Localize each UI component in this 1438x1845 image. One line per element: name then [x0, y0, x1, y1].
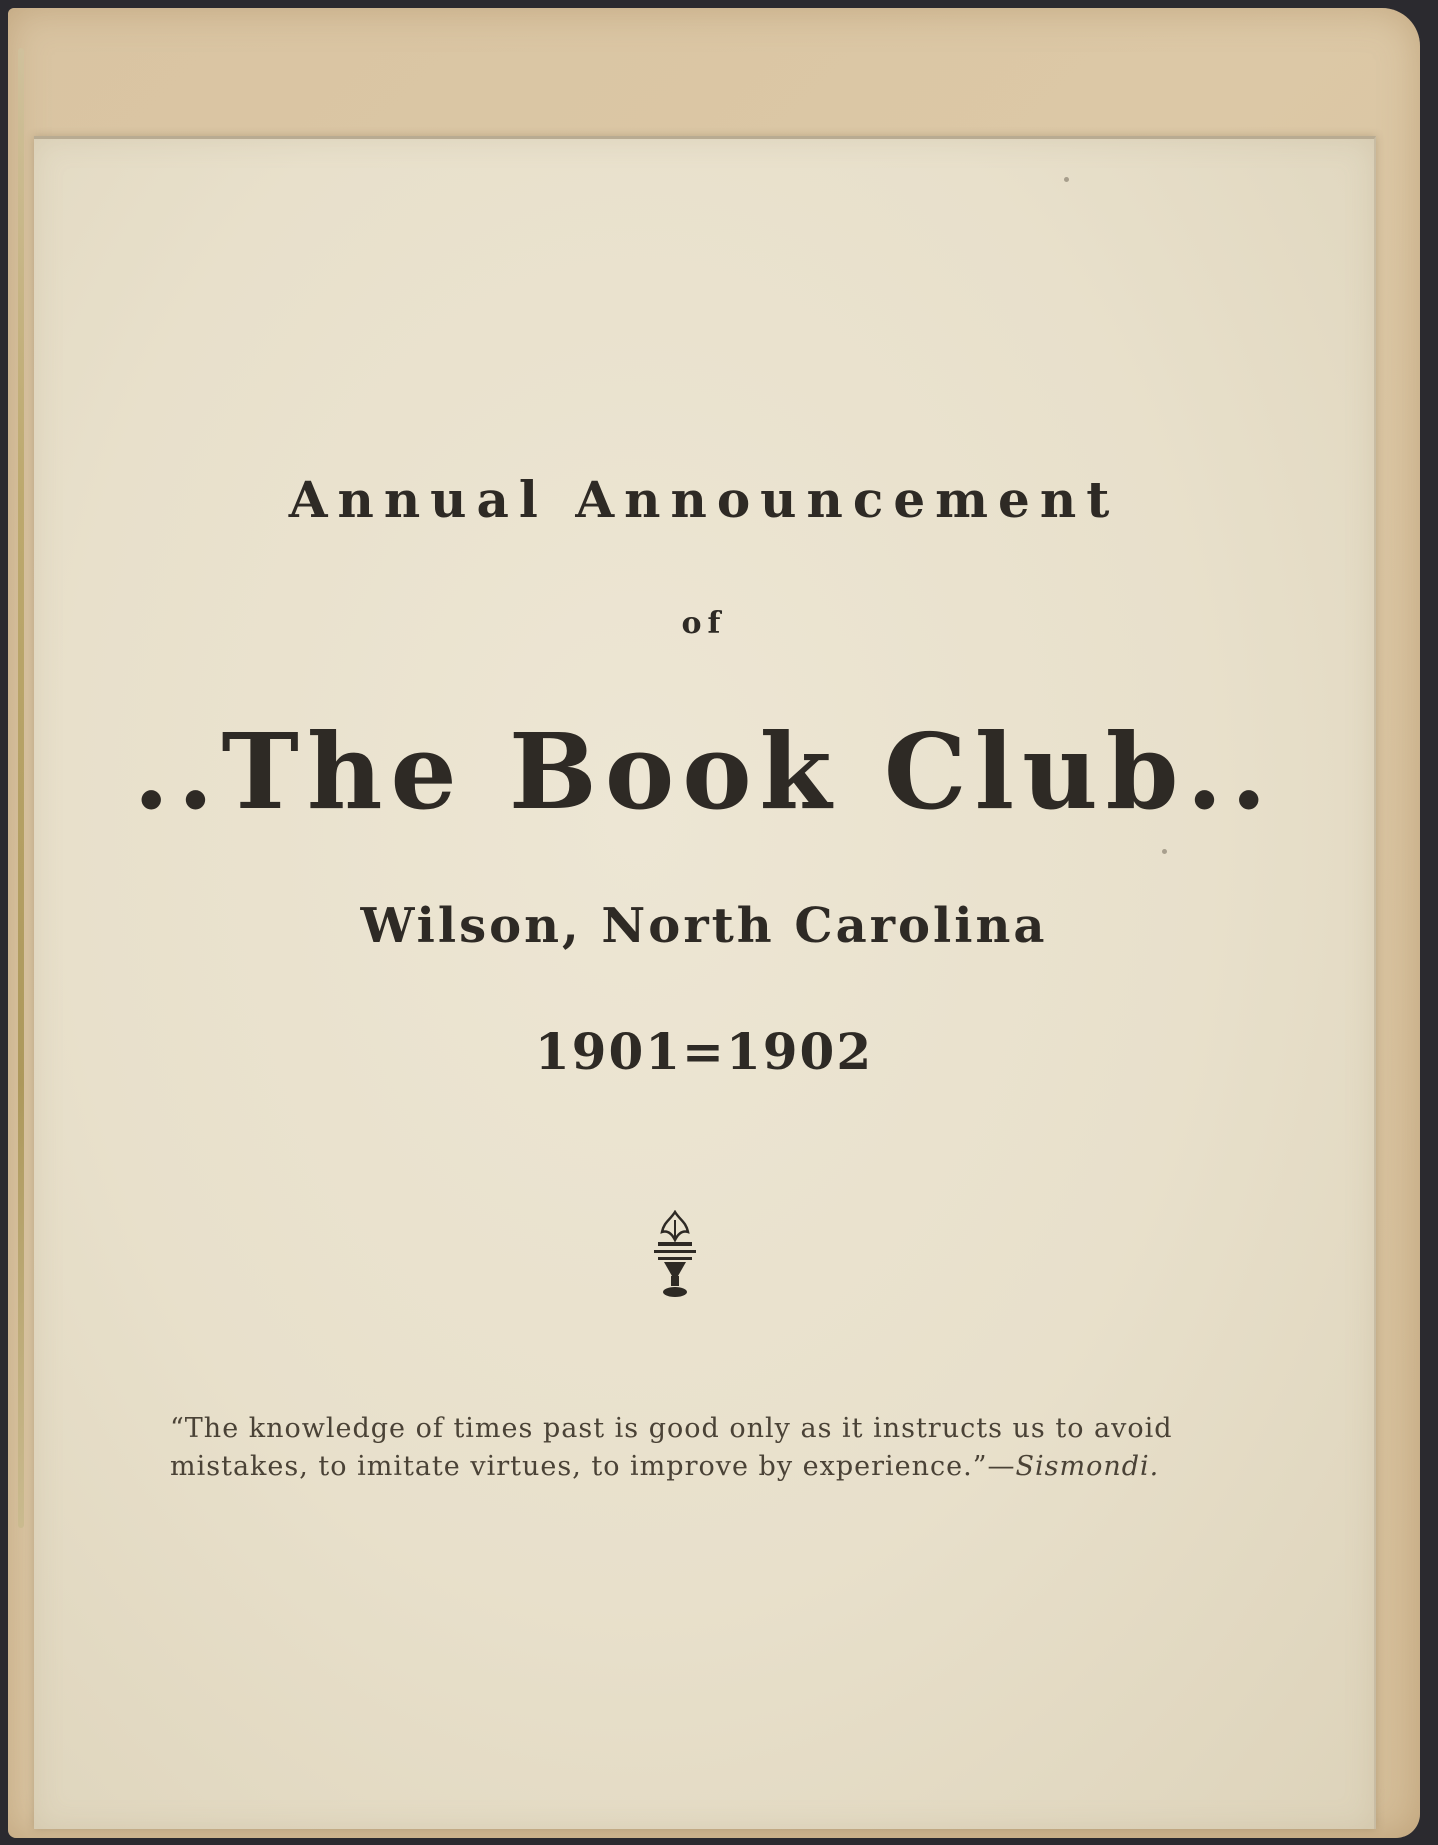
quote-author: Sismondi. — [1015, 1451, 1160, 1482]
paper-speck — [1162, 849, 1167, 854]
heading-of: of — [681, 606, 727, 641]
paper-speck — [1064, 177, 1069, 182]
booklet-title: ..The Book Club.. — [133, 710, 1275, 833]
quote-line-1: “The knowledge of times past is good only as it instructs us to avoid — [170, 1413, 1173, 1444]
booklet-years: 1901=1902 — [534, 1022, 874, 1081]
quote-line-2 — [170, 1448, 1180, 1486]
booklet-location: Wilson, North Carolina — [360, 898, 1048, 954]
heading-annual-announcement: Annual Announcement — [288, 470, 1120, 529]
title-page — [34, 136, 1376, 1829]
torch-icon — [650, 1210, 700, 1302]
binding-thread — [18, 48, 24, 1528]
epigraph-quote — [170, 1410, 1180, 1486]
quote-line-2-text: mistakes, to imitate virtues, to improve by experience.”— — [170, 1451, 1016, 1482]
